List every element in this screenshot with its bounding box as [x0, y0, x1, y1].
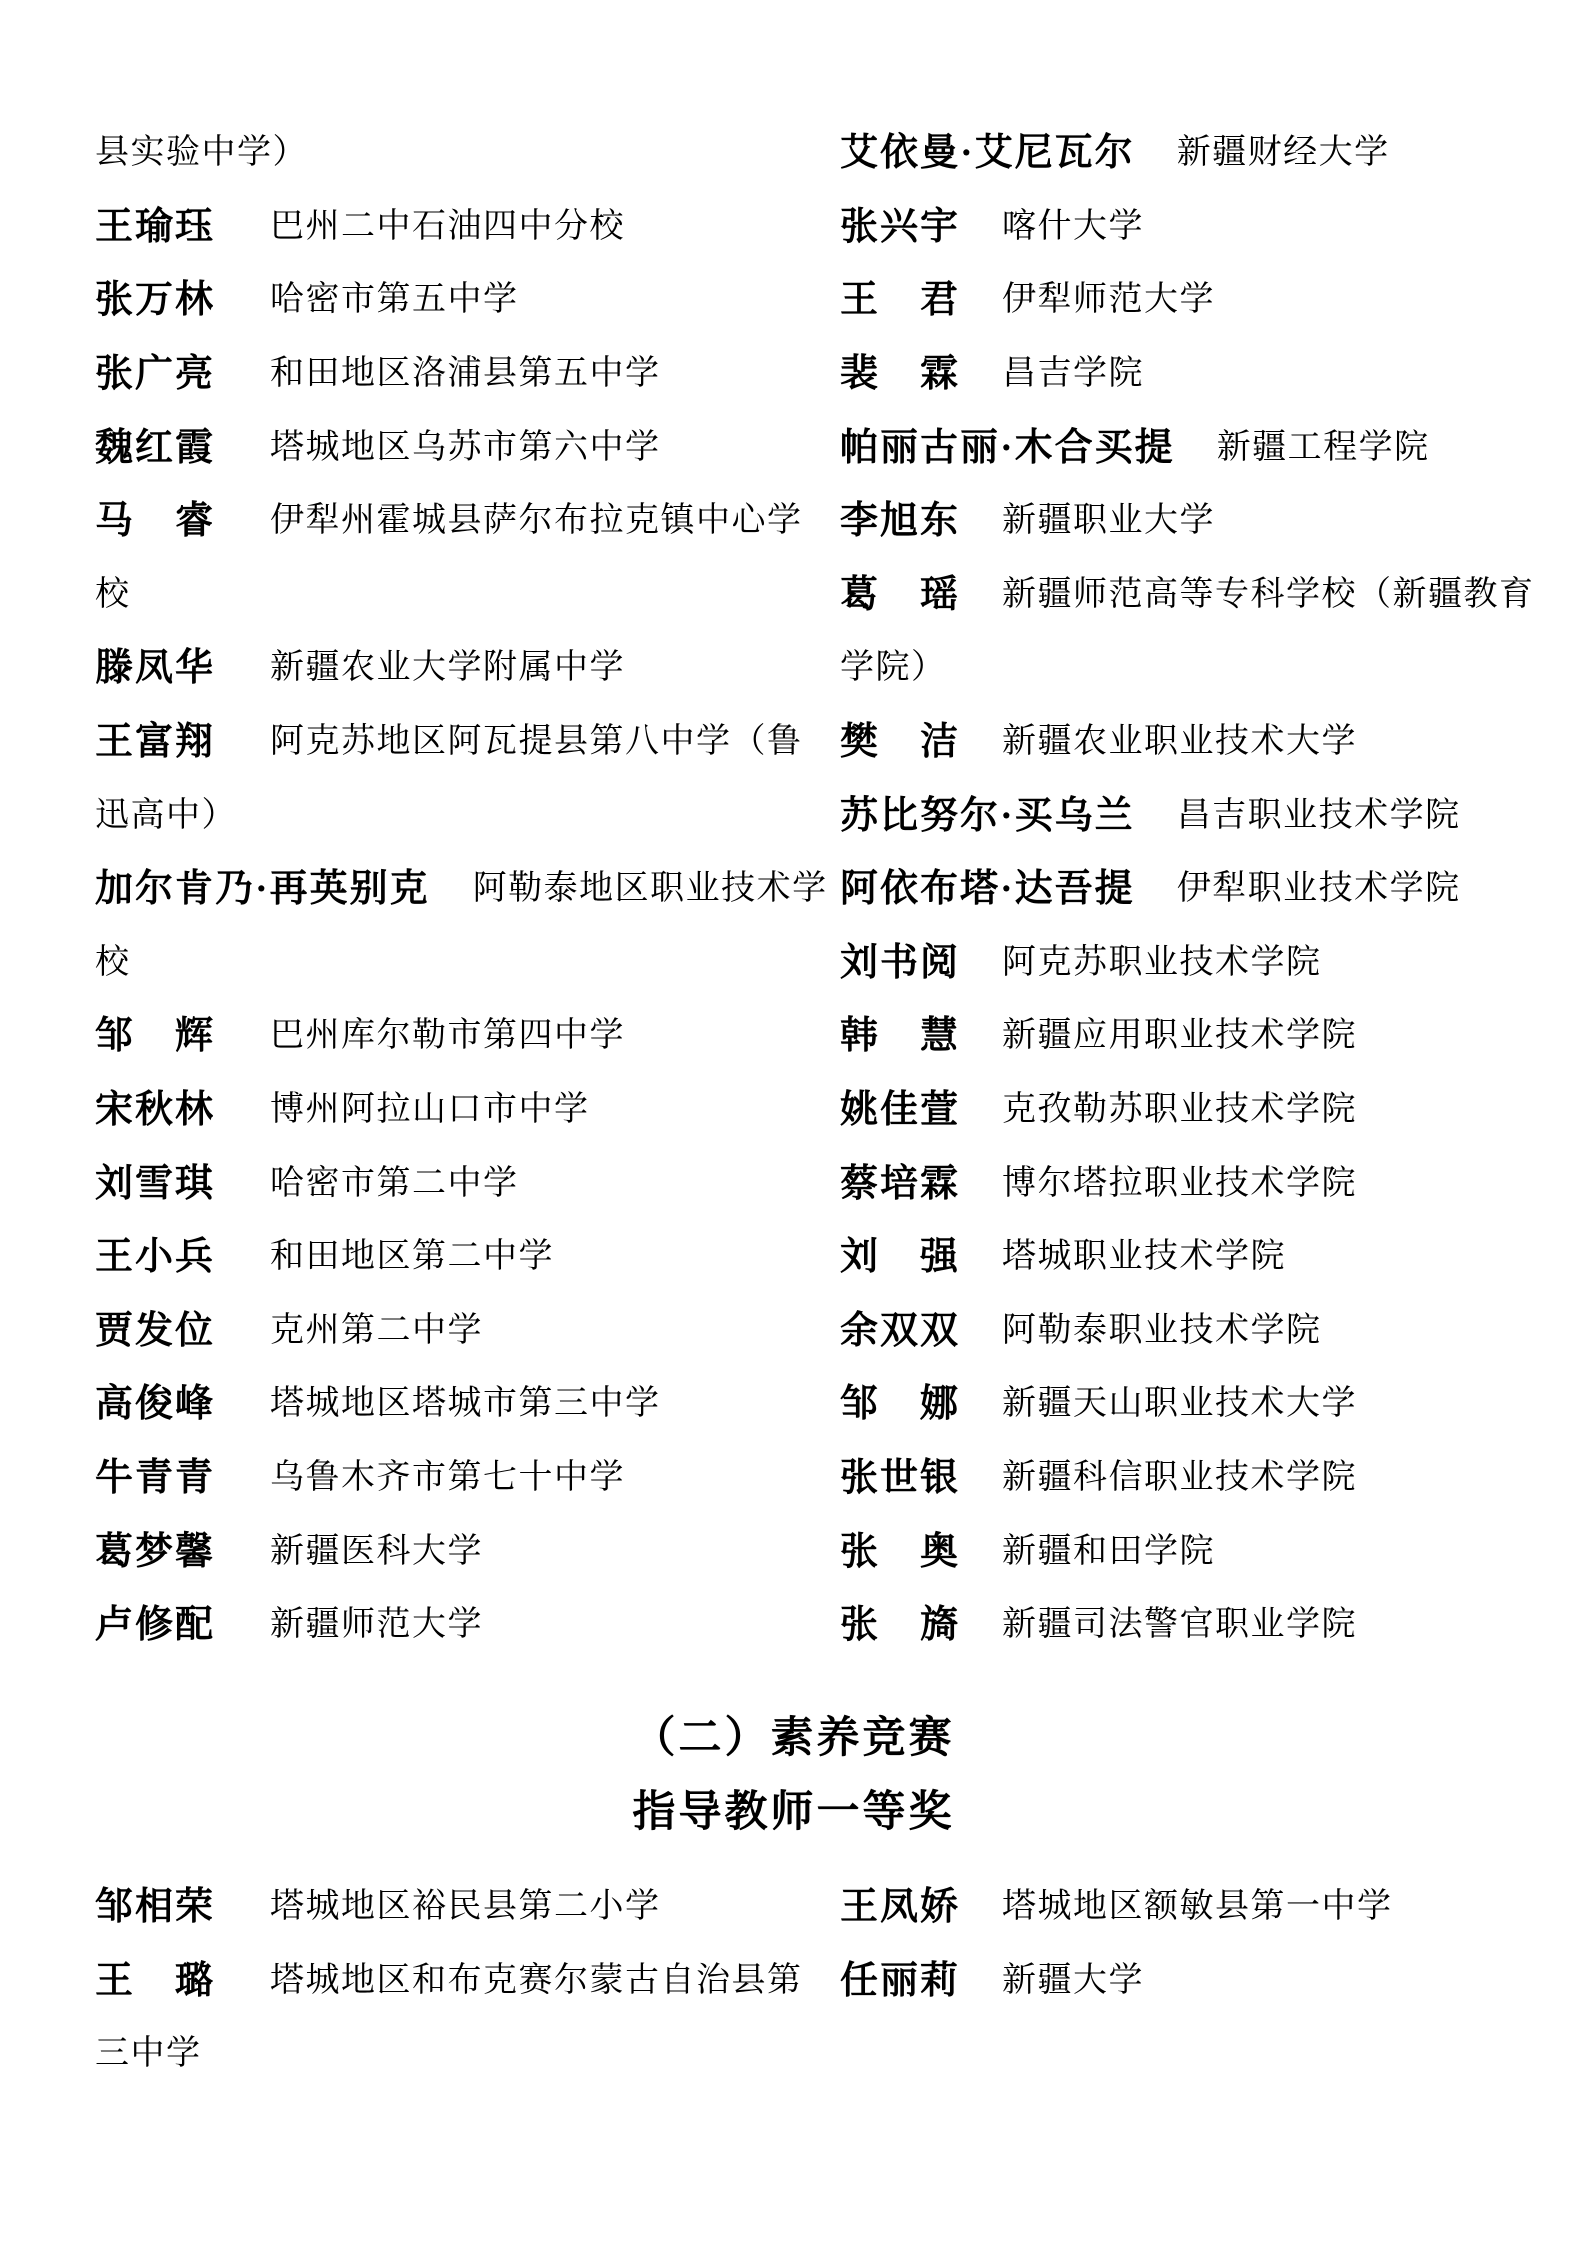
- left-column-entry: [95, 1593, 840, 1648]
- school-name: 阿克苏地区阿瓦提县第八中学（鲁: [270, 723, 803, 761]
- teacher-name: 帕丽古丽·木合买提: [840, 426, 1175, 469]
- teacher-name: 滕凤华: [95, 647, 216, 690]
- award-entry-row: [95, 1216, 1492, 1290]
- school-name: 昌吉学院: [1002, 355, 1145, 393]
- right-column-entry: [840, 563, 1535, 618]
- school-name: 阿勒泰地区职业技术学: [472, 870, 828, 908]
- teacher-name: 姚佳萱: [840, 1089, 961, 1132]
- award-entry-row: [95, 701, 1492, 775]
- wrap-text: 三中学: [95, 2035, 202, 2073]
- teacher-name: 王 君: [840, 279, 961, 322]
- school-name: 巴州二中石油四中分校: [270, 207, 625, 245]
- award-entry-row: [95, 259, 1492, 333]
- teacher-name: 艾依曼·艾尼瓦尔: [840, 132, 1135, 175]
- left-column-entry: [95, 124, 840, 173]
- left-column-entry: [95, 566, 840, 615]
- school-name: 昌吉职业技术学院: [1176, 796, 1461, 834]
- right-column-entry: [840, 1949, 1492, 2004]
- right-column-entry: [840, 710, 1492, 765]
- school-name: 新疆医科大学: [270, 1532, 483, 1570]
- award-entry-row: [95, 1584, 1492, 1658]
- school-name: 塔城地区额敏县第一中学: [1002, 1887, 1393, 1925]
- left-column-entry: [95, 636, 840, 691]
- award-entry-row: [95, 406, 1492, 480]
- right-column-entry: [840, 121, 1492, 176]
- right-column-entry: [840, 1004, 1492, 1059]
- award-entry-row: [95, 627, 1492, 701]
- left-column-entry: [95, 342, 840, 397]
- teacher-name: 张 旖: [840, 1604, 961, 1647]
- teacher-name: 樊 洁: [840, 721, 961, 764]
- left-column-entry: [95, 787, 840, 836]
- left-column-entry: [95, 857, 840, 912]
- teacher-name: 贾发位: [95, 1309, 216, 1352]
- left-column-entry: [95, 1520, 840, 1575]
- teacher-name: 王 璐: [95, 1959, 216, 2002]
- award-list-section-2: [95, 1866, 1492, 2087]
- teacher-name: 加尔肯乃·再英别克: [95, 868, 430, 911]
- left-column-entry: [95, 1152, 840, 1207]
- right-column-entry: [840, 1593, 1492, 1648]
- award-entry-row: [95, 1290, 1492, 1364]
- teacher-name: 张万林: [95, 279, 216, 322]
- teacher-name: 蔡培霖: [840, 1162, 961, 1205]
- award-entry-row: [95, 1510, 1492, 1584]
- school-name: 新疆农业大学附属中学: [270, 649, 625, 687]
- award-entry-row: [95, 1437, 1492, 1511]
- teacher-name: 张兴宇: [840, 205, 961, 248]
- section-headings: [95, 1702, 1492, 1849]
- right-column-entry: [840, 416, 1492, 471]
- school-name: 伊犁州霍城县萨尔布拉克镇中心学: [270, 502, 803, 540]
- right-column-entry: [840, 489, 1492, 544]
- left-column-entry: [95, 1299, 840, 1354]
- school-name: 新疆天山职业技术大学: [1002, 1385, 1358, 1423]
- school-name: 伊犁职业技术学院: [1176, 870, 1461, 908]
- teacher-name: 阿依布塔·达吾提: [840, 868, 1135, 911]
- award-entry-row: [95, 1866, 1492, 1940]
- award-entry-row: [95, 1363, 1492, 1437]
- right-column-entry: [840, 1078, 1492, 1133]
- teacher-name: 牛青青: [95, 1456, 216, 1499]
- school-name: 巴州库尔勒市第四中学: [270, 1017, 625, 1055]
- left-column-entry: [95, 1372, 840, 1427]
- award-entry-row: [95, 922, 1492, 996]
- school-name: 博州阿拉山口市中学: [270, 1091, 590, 1129]
- left-column-entry: [95, 1225, 840, 1280]
- teacher-name: 韩 慧: [840, 1015, 961, 1058]
- school-name: 阿克苏职业技术学院: [1002, 943, 1322, 981]
- right-column-entry: [840, 1152, 1492, 1207]
- school-name: 博尔塔拉职业技术学院: [1002, 1164, 1358, 1202]
- right-column-entry: [840, 1446, 1492, 1501]
- teacher-name: 李旭东: [840, 500, 961, 543]
- teacher-name: 张 奥: [840, 1530, 961, 1573]
- left-column-entry: [95, 489, 840, 544]
- school-name: 新疆财经大学: [1176, 134, 1390, 172]
- teacher-name: 王小兵: [95, 1236, 216, 1279]
- school-name: 克州第二中学: [270, 1311, 483, 1349]
- school-name: 塔城地区塔城市第三中学: [270, 1385, 661, 1423]
- award-entry-row: [95, 1069, 1492, 1143]
- school-name: 和田地区第二中学: [270, 1238, 554, 1276]
- school-name: 塔城地区和布克赛尔蒙古自治县第: [270, 1961, 803, 1999]
- wrap-text: 校: [95, 943, 131, 981]
- teacher-name: 王富翔: [95, 721, 216, 764]
- award-entry-row: [95, 333, 1492, 407]
- right-column-entry: [840, 342, 1492, 397]
- right-column-entry: [840, 931, 1492, 986]
- teacher-name: 任丽莉: [840, 1959, 961, 2002]
- school-name: 新疆司法警官职业学院: [1002, 1606, 1358, 1644]
- school-name: 喀什大学: [1002, 207, 1145, 245]
- teacher-name: 余双双: [840, 1309, 961, 1352]
- teacher-name: 王瑜珏: [95, 205, 216, 248]
- right-column-entry: [840, 857, 1492, 912]
- right-column-entry: [840, 1225, 1492, 1280]
- school-name: 克孜勒苏职业技术学院: [1002, 1091, 1358, 1129]
- teacher-name: 苏比努尔·买乌兰: [840, 794, 1135, 837]
- teacher-name: 刘 强: [840, 1236, 961, 1279]
- wrap-text: 县实验中学）: [95, 134, 308, 172]
- school-name: 塔城地区裕民县第二小学: [270, 1887, 661, 1925]
- teacher-name: 刘书阅: [840, 941, 961, 984]
- school-name: 和田地区洛浦县第五中学: [270, 355, 661, 393]
- school-name: 新疆工程学院: [1216, 428, 1430, 466]
- school-name: 新疆农业职业技术大学: [1002, 723, 1358, 761]
- teacher-name: 邹 娜: [840, 1383, 961, 1426]
- award-list-section-1: [95, 112, 1535, 1657]
- teacher-name: 邹 辉: [95, 1015, 216, 1058]
- wrap-text: 学院）: [840, 649, 947, 687]
- award-entry-row: [95, 1939, 1492, 2013]
- school-name: 新疆应用职业技术学院: [1002, 1017, 1358, 1055]
- teacher-name: 宋秋林: [95, 1089, 216, 1132]
- teacher-name: 马 睿: [95, 500, 216, 543]
- right-column-entry: [840, 1299, 1492, 1354]
- award-entry-row: [95, 995, 1492, 1069]
- award-entry-row: [95, 774, 1492, 848]
- right-column-entry: [840, 268, 1492, 323]
- school-name: 新疆职业大学: [1002, 502, 1216, 540]
- school-name: 阿勒泰职业技术学院: [1002, 1311, 1322, 1349]
- award-entry-row: [95, 112, 1492, 186]
- right-column-entry: [840, 639, 1492, 688]
- school-name: 新疆师范大学: [270, 1606, 483, 1644]
- school-name: 新疆和田学院: [1002, 1532, 1216, 1570]
- school-name: 乌鲁木齐市第七十中学: [270, 1458, 625, 1496]
- wrap-text: 校: [95, 575, 131, 613]
- teacher-name: 张广亮: [95, 353, 216, 396]
- teacher-name: 葛梦馨: [95, 1530, 216, 1573]
- left-column-entry: [95, 1446, 840, 1501]
- left-column-entry: [95, 1875, 840, 1930]
- right-column-entry: [840, 1372, 1492, 1427]
- teacher-name: 刘雪琪: [95, 1162, 216, 1205]
- award-entry-row: [95, 1142, 1492, 1216]
- left-column-entry: [95, 195, 840, 250]
- left-column-entry: [95, 1949, 840, 2004]
- left-column-entry: [95, 934, 840, 983]
- left-column-entry: [95, 268, 840, 323]
- school-name: 新疆大学: [1002, 1961, 1145, 1999]
- right-column-entry: [840, 784, 1492, 839]
- teacher-name: 王凤娇: [840, 1885, 961, 1928]
- award-entry-row: [95, 480, 1492, 554]
- left-column-entry: [95, 710, 840, 765]
- school-name: 新疆师范高等专科学校（新疆教育: [1002, 575, 1535, 613]
- teacher-name: 张世银: [840, 1456, 961, 1499]
- school-name: 哈密市第二中学: [270, 1164, 519, 1202]
- teacher-name: 魏红霞: [95, 426, 216, 469]
- right-column-entry: [840, 1520, 1492, 1575]
- school-name: 伊犁师范大学: [1002, 281, 1216, 319]
- school-name: 哈密市第五中学: [270, 281, 519, 319]
- award-entry-row: [95, 554, 1535, 628]
- section-heading: （二）素养竞赛: [632, 1715, 955, 1763]
- left-column-entry: [95, 2025, 840, 2074]
- award-entry-row: [95, 848, 1492, 922]
- award-entry-row: [95, 2013, 1492, 2087]
- left-column-entry: [95, 416, 840, 471]
- award-tier-heading: 指导教师一等奖: [632, 1789, 955, 1837]
- teacher-name: 裴 霖: [840, 353, 961, 396]
- school-name: 塔城职业技术学院: [1002, 1238, 1287, 1276]
- wrap-text: 迅高中）: [95, 796, 237, 834]
- teacher-name: 邹相荣: [95, 1885, 216, 1928]
- teacher-name: 卢修配: [95, 1604, 216, 1647]
- teacher-name: 高俊峰: [95, 1383, 216, 1426]
- school-name: 新疆科信职业技术学院: [1002, 1458, 1358, 1496]
- school-name: 塔城地区乌苏市第六中学: [270, 428, 661, 466]
- award-entry-row: [95, 186, 1492, 260]
- right-column-entry: [840, 195, 1492, 250]
- left-column-entry: [95, 1004, 840, 1059]
- right-column-entry: [840, 1875, 1492, 1930]
- teacher-name: 葛 瑶: [840, 573, 961, 616]
- left-column-entry: [95, 1078, 840, 1133]
